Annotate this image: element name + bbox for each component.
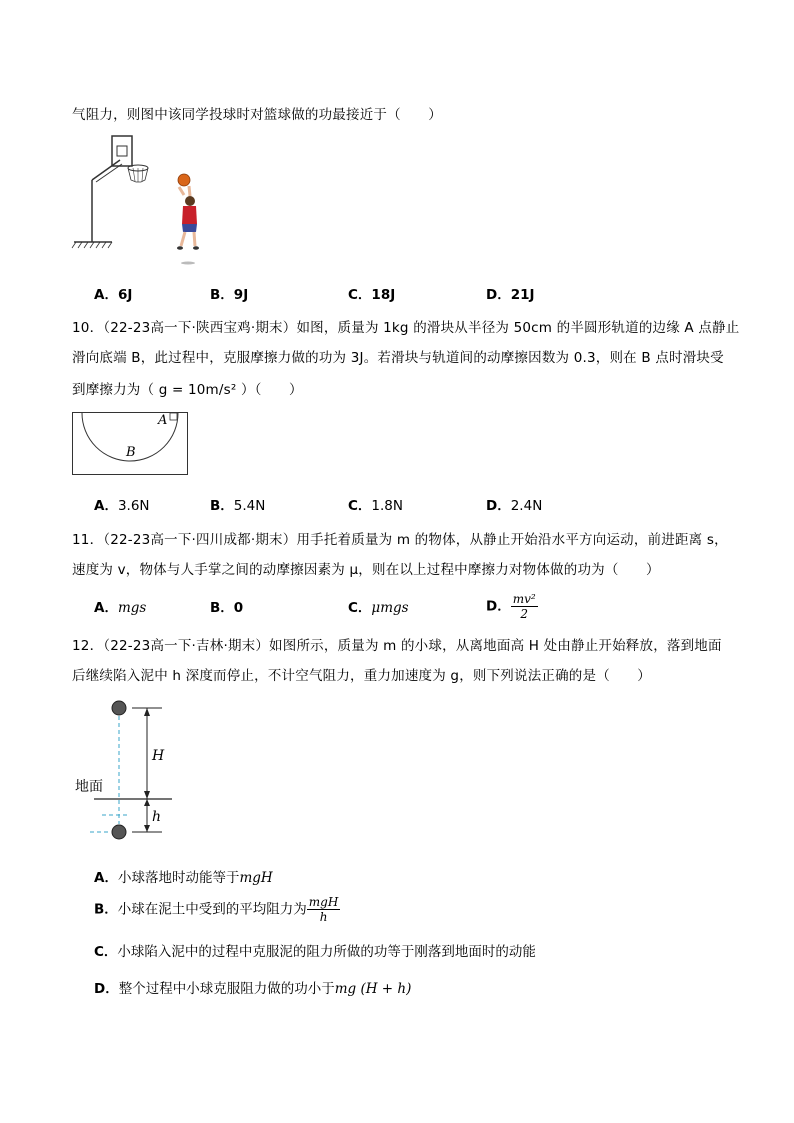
q11-options — [94, 592, 654, 622]
point-b-label: B — [126, 445, 136, 460]
q11-text-line2: 速度为 v，物体与人手掌之间的动摩擦因素为 μ，则在以上过程中摩擦力对物体做的功为（ ） — [72, 562, 660, 578]
ground-label: 地面 — [75, 779, 103, 795]
q12-option-b[interactable]: B．小球在泥土中受到的平均阻力为 $\frac{\text{mgH}}{h}$ — [94, 895, 339, 924]
q10-text-line1: 10．（22-23高一下·陕西宝鸡·期末）如图，质量为 1kg 的滑块从半径为 50cm 的半圆形轨道的边缘 A 点静止 — [72, 320, 740, 336]
q12-text-line2: 后继续陷入泥中 h 深度而停止，不计空气阻力，重力加速度为 g，则下列说法正确的是（ ） — [72, 668, 651, 684]
q12-text-line1: 12．（22-23高一下·吉林·期末）如图所示，质量为 m 的小球，从离地面高 H 处由静止开始释放，落到地面 — [72, 638, 722, 654]
q9-option-d[interactable]: D．21J — [486, 287, 535, 303]
player-icon — [177, 174, 199, 265]
q10-option-a[interactable]: A．3.6N — [94, 498, 150, 514]
height-h-upper-label: H — [152, 748, 165, 764]
q9-option-c[interactable]: C．18J — [348, 287, 396, 303]
q12-option-a[interactable]: A．小球落地时动能等于mgH — [94, 870, 273, 886]
q9-options — [94, 283, 654, 305]
depth-h-label: h — [152, 809, 162, 825]
q11-option-b[interactable]: B．0 — [210, 600, 244, 616]
q9-option-a[interactable]: A．6J — [94, 287, 133, 303]
q11-option-d[interactable]: D． $\frac{\text{mv²}}{2}$ — [486, 592, 536, 621]
basketball-figure — [70, 130, 220, 270]
semicircle-track-figure — [72, 412, 190, 478]
q12-option-c[interactable]: C．小球陷入泥中的过程中克服泥的阻力所做的功等于刚落到地面时的动能 — [94, 944, 536, 960]
falling-ball-figure — [72, 696, 182, 846]
q12-option-d[interactable]: D．整个过程中小球克服阻力做的功小于mg (H + h) — [94, 981, 412, 997]
q11-option-c[interactable]: C．μmgs — [348, 600, 409, 616]
q10-option-c[interactable]: C．1.8N — [348, 498, 403, 514]
q11-option-a[interactable]: A．mgs — [94, 600, 147, 616]
q9-option-b[interactable]: B．9J — [210, 287, 249, 303]
q10-option-d[interactable]: D．2.4N — [486, 498, 543, 514]
q10-option-b[interactable]: B．5.4N — [210, 498, 266, 514]
point-a-label: A — [158, 413, 168, 428]
q10-text-line2: 滑向底端 B，此过程中，克服摩擦力做的功为 3J。若滑块与轨道间的动摩擦因数为 0.3，则在 B 点时滑块受 — [72, 350, 724, 366]
q10-text-line3: 到摩擦力为（ g = 10m/s² ）（ ） — [72, 382, 303, 398]
q10-options — [94, 494, 654, 516]
basketball-hoop-icon — [72, 136, 148, 248]
q9-text-tail: 气阻力，则图中该同学投球时对篮球做的功最接近于（ ） — [72, 107, 442, 123]
q11-text-line1: 11．（22-23高一下·四川成都·期末）用手托着质量为 m 的物体，从静止开始沿水平方向运动，前进距离 s， — [72, 532, 728, 548]
